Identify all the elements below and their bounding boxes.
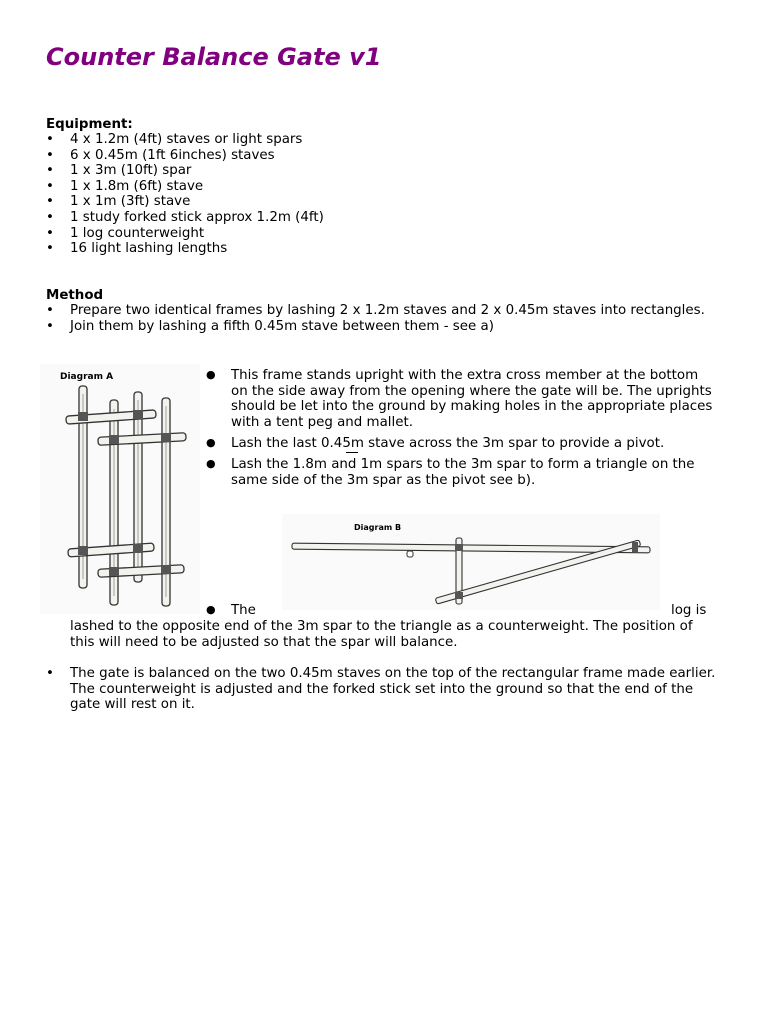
list-item: • Join them by lashing a fifth 0.45m stave between them - see a): [46, 318, 494, 334]
bullet: •: [46, 241, 54, 257]
page-title: Counter Balance Gate v1: [46, 43, 382, 71]
bullet: •: [46, 209, 54, 225]
list-item: • 1 study forked stick approx 1.2m (4ft): [46, 209, 324, 225]
list-item: • Prepare two identical frames by lashing 2 x 1.2m staves and 2 x 0.45m staves into rectangles.: [46, 303, 705, 318]
list-item: • 16 light lashing lengths: [46, 241, 228, 257]
bullet: •: [46, 318, 54, 334]
list-item: • 1 log counterweight: [46, 225, 205, 241]
list-item: • 6 x 0.45m (1ft 6inches) staves: [46, 147, 275, 163]
final-list: [46, 666, 726, 713]
bullet: •: [46, 225, 54, 241]
list-item: • The gate is balanced on the two 0.45m staves on the top of the rectangular frame made earlier. The counterweight is adjusted and the forked stick set into the ground so that the end of the gate will rest on it.: [46, 666, 716, 713]
side-item: ● Lash the 1.8m and 1m spars to the 3m spar to form a triangle on the same side of the 3m spar as the pivot see b).: [206, 457, 695, 488]
equipment-list: [46, 132, 726, 257]
diagram-b-caption: Diagram B: [354, 523, 402, 532]
diagram-b: [282, 514, 660, 610]
diagram-a: [40, 364, 200, 614]
bullet: ●: [206, 457, 216, 470]
bullet: •: [46, 666, 54, 681]
bullet: •: [46, 178, 54, 194]
list-item: • 1 x 1.8m (6ft) stave: [46, 178, 204, 194]
bullet: •: [46, 303, 54, 318]
bullet: ●: [206, 436, 216, 449]
method-heading: Method: [46, 288, 104, 303]
list-item: • 1 x 1m (3ft) stave: [46, 194, 191, 210]
side-item: ● This frame stands upright with the extra cross member at the bottom on the side away from the opening where the gate will be. The uprights should be let into the ground by making holes in the appropriate places with a tent peg and mallet.: [206, 368, 713, 430]
list-item: • 1 x 3m (10ft) spar: [46, 163, 192, 179]
equipment-heading: Equipment:: [46, 117, 133, 132]
underline-mark: [346, 452, 358, 453]
diagram-a-caption: Diagram A: [60, 372, 114, 382]
bullet: ●: [206, 603, 216, 616]
bullet: •: [46, 132, 54, 147]
side-item: ● Lash the last 0.45m stave across the 3m spar to provide a pivot.: [206, 436, 665, 451]
pivot-lashing: [407, 551, 413, 557]
bullet: •: [46, 163, 54, 179]
bullet: ●: [206, 368, 216, 381]
bullet: •: [46, 147, 54, 163]
method-list: [46, 303, 726, 334]
list-item: • 4 x 1.2m (4ft) staves or light spars: [46, 132, 303, 147]
bullet: •: [46, 194, 54, 210]
